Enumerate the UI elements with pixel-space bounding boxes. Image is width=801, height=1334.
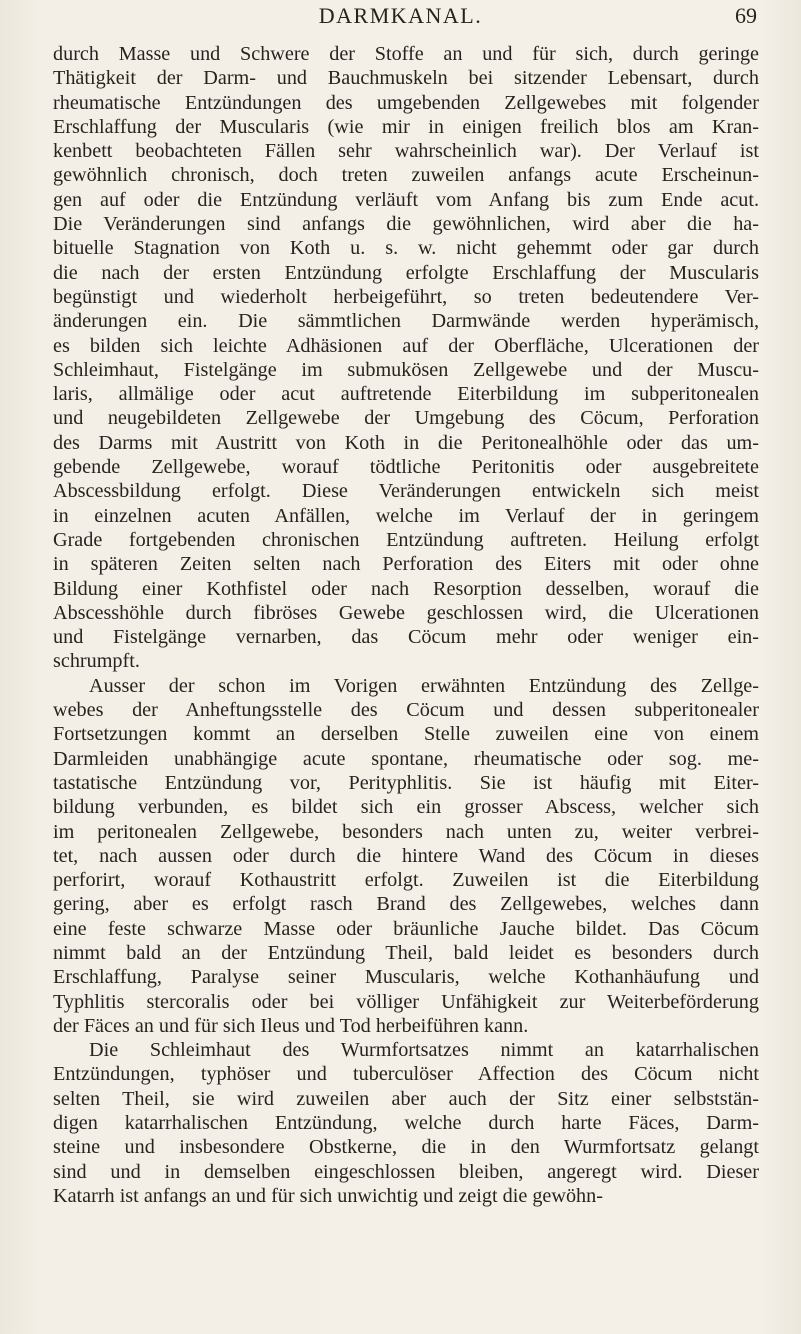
text-line: Abscessbildung erfolgt. Diese Veränderungen entwickeln sich meist: [53, 480, 759, 503]
paragraph: [53, 1038, 759, 1208]
text-line: laris, allmälige oder acut auftretende Eiterbildung im subperitonealen: [53, 383, 759, 406]
text-line: durch Masse und Schwere der Stoffe an und für sich, durch geringe: [53, 43, 759, 65]
text-line: des Darms mit Austritt von Koth in die Peritonealhöhle oder das um-: [53, 431, 759, 454]
text-line: begünstigt und wiederholt herbeigeführt, so treten bedeutendere Ver-: [53, 285, 759, 308]
text-line: Typhlitis stercoralis oder bei völliger Unfähigkeit zur Weiterbeförderung: [53, 990, 759, 1013]
running-title: DARMKANAL.: [318, 3, 483, 28]
text-line: schrumpft.: [53, 650, 140, 673]
text-line: die nach der ersten Entzündung erfolgte Erschlaffung der Muscularis: [53, 261, 759, 284]
paragraph: [53, 674, 759, 1038]
text-line: selten Theil, sie wird zuweilen aber auch der Sitz einer selbststän-: [53, 1087, 759, 1110]
text-line: rheumatische Entzündungen des umgebenden Zellgewebes mit folgender: [53, 91, 759, 114]
text-line: Thätigkeit der Darm- und Bauchmuskeln bei sitzender Lebensart, durch: [53, 67, 759, 90]
body-text: [53, 42, 759, 1208]
text-line: Fortsetzungen kommt an derselben Stelle zuweilen eine von einem: [53, 723, 759, 746]
text-line: tet, nach aussen oder durch die hintere Wand des Cöcum in dieses: [53, 844, 759, 867]
text-line: änderungen ein. Die sämmtlichen Darmwände werden hyperämisch,: [53, 310, 759, 333]
text-line: bildung verbunden, es bildet sich ein grosser Abscess, welcher sich: [53, 796, 759, 819]
text-line: digen katarrhalischen Entzündung, welche durch harte Fäces, Darm-: [53, 1112, 759, 1135]
page-header: [0, 0, 801, 40]
text-line: gewöhnlich chronisch, doch treten zuweilen anfangs acute Erscheinun-: [53, 164, 759, 187]
text-line: Erschlaffung, Paralyse seiner Muscularis, welche Kothanhäufung und: [53, 966, 759, 989]
text-line: webes der Anheftungsstelle des Cöcum und dessen subperitonealer: [53, 699, 759, 722]
text-line: und neugebildeten Zellgewebe der Umgebung des Cöcum, Perforation: [53, 407, 759, 430]
text-line: bituelle Stagnation von Koth u. s. w. nicht gehemmt oder gar durch: [53, 237, 759, 260]
text-line: Ausser der schon im Vorigen erwähnten Entzündung des Zellge-: [89, 674, 759, 697]
text-line: tastatische Entzündung vor, Perityphlitis. Sie ist häufig mit Eiter-: [53, 771, 759, 794]
paragraph: [53, 42, 759, 674]
text-line: gebende Zellgewebe, worauf tödtliche Peritonitis oder ausgebreitete: [53, 456, 759, 479]
text-line: Erschlaffung der Muscularis (wie mir in einigen freilich blos am Kran-: [53, 115, 759, 138]
text-line: nimmt bald an der Entzündung Theil, bald leidet es besonders durch: [53, 941, 759, 964]
text-line: Darmleiden unabhängige acute spontane, rheumatische oder sog. me-: [53, 747, 759, 770]
text-line: Die Schleimhaut des Wurmfortsatzes nimmt an katarrhalischen: [89, 1039, 759, 1062]
text-line: Abscesshöhle durch fibröses Gewebe geschlossen wird, die Ulcerationen: [53, 601, 759, 624]
text-line: Katarrh ist anfangs an und für sich unwichtig und zeigt die gewöhn-: [53, 1184, 603, 1207]
text-line: in späteren Zeiten selten nach Perforation des Eiters mit oder ohne: [53, 553, 759, 576]
text-line: steine und insbesondere Obstkerne, die in den Wurmfortsatz gelangt: [53, 1136, 759, 1159]
text-line: Grade fortgebenden chronischen Entzündung auftreten. Heilung erfolgt: [53, 528, 759, 551]
text-line: in einzelnen acuten Anfällen, welche im Verlauf der in geringem: [53, 504, 759, 527]
text-line: eine feste schwarze Masse oder bräunliche Jauche bildet. Das Cöcum: [53, 917, 759, 940]
text-line: kenbett beobachteten Fällen sehr wahrscheinlich war). Der Verlauf ist: [53, 140, 759, 163]
text-line: perforirt, worauf Kothaustritt erfolgt. Zuweilen ist die Eiterbildung: [53, 869, 759, 892]
text-line: es bilden sich leichte Adhäsionen auf der Oberfläche, Ulcerationen der: [53, 334, 759, 357]
text-line: und Fistelgänge vernarben, das Cöcum mehr oder weniger ein-: [53, 626, 759, 649]
text-line: gering, aber es erfolgt rasch Brand des Zellgewebes, welches dann: [53, 893, 759, 916]
text-line: Entzündungen, typhöser und tuberculöser Affection des Cöcum nicht: [53, 1063, 759, 1086]
text-line: im peritonealen Zellgewebe, besonders nach unten zu, weiter verbrei-: [53, 820, 759, 843]
text-line: Die Veränderungen sind anfangs die gewöhnlichen, wird aber die ha-: [53, 213, 759, 236]
text-line: sind und in demselben eingeschlossen bleiben, angeregt wird. Dieser: [53, 1160, 759, 1183]
text-line: gen auf oder die Entzündung verläuft vom Anfang bis zum Ende acut.: [53, 188, 759, 211]
page-number: 69: [735, 3, 757, 28]
text-line: der Fäces an und für sich Ileus und Tod herbeiführen kann.: [53, 1014, 529, 1037]
text-line: Bildung einer Kothfistel oder nach Resorption desselben, worauf die: [53, 577, 759, 600]
text-line: Schleimhaut, Fistelgänge im submukösen Zellgewebe und der Muscu-: [53, 358, 759, 381]
